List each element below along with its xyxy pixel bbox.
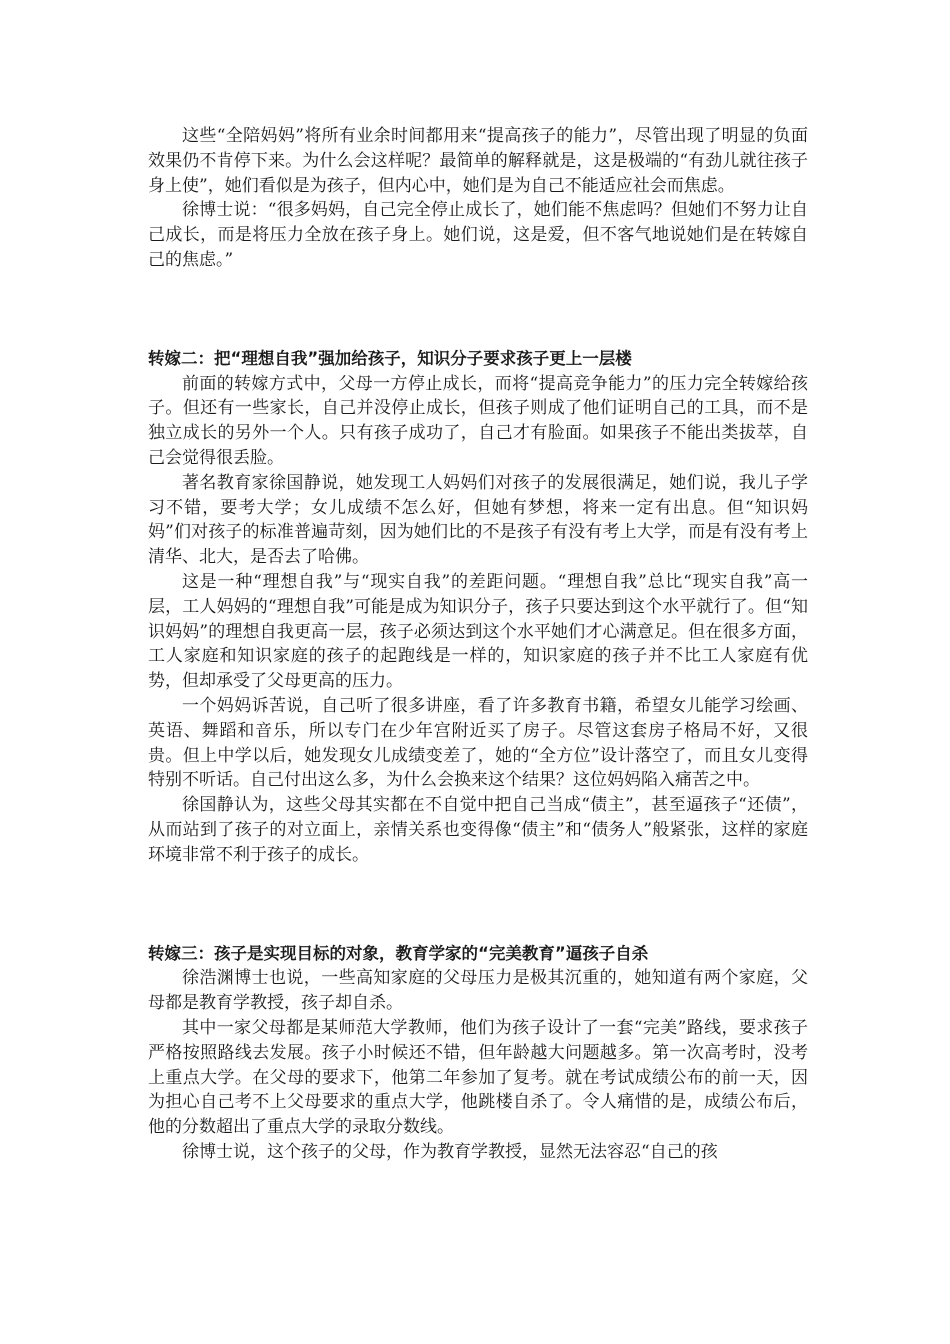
paragraph: 其中一家父母都是某师范大学教师，他们为孩子设计了一套“完美”路线，要求孩子严格按照路线去发展。孩子小时候还不错，但年龄越大问题越多。第一次高考时，没考上重点大学。在父母的要求下，他第二年参加了复考。就在考试成绩公布的前一天，因为担心自己考不上父母要求的重点大学，他跳楼自杀了。令人痛惜的是，成绩公布后，他的分数超出了重点大学的录取分数线。 — [148, 1017, 808, 1138]
section-heading-3: 转嫁三：孩子是实现目标的对象，教育学家的“完美教育”逼孩子自杀 — [148, 943, 649, 963]
paragraph: 徐博士说，这个孩子的父母，作为教育学教授，显然无法容忍“自己的孩 — [182, 1141, 718, 1162]
paragraph: 这是一种“理想自我”与“现实自我”的差距问题。“理想自我”总比“现实自我”高一层，工人妈妈的“理想自我”可能是成为知识分子，孩子只要达到这个水平就行了。但“知识妈妈”的理想自我更高一层，孩子必须达到这个水平她们才心满意足。但在很多方面，工人家庭和知识家庭的孩子的起跑线是一样的，知识家庭的孩子并不比工人家庭有优势，但却承受了父母更高的压力。 — [148, 571, 808, 692]
section-spacer — [148, 273, 808, 347]
paragraph: 徐浩渊博士也说，一些高知家庭的父母压力是极其沉重的，她知道有两个家庭，父母都是教育学教授，孩子却自杀。 — [148, 968, 808, 1014]
section-spacer — [148, 868, 808, 942]
document-page — [148, 124, 808, 1165]
paragraph: 一个妈妈诉苦说，自己听了很多讲座，看了许多教育书籍，希望女儿能学习绘画、英语、舞蹈和音乐，所以专门在少年宫附近买了房子。尽管这套房子格局不好，又很贵。但上中学以后，她发现女儿成绩变差了，她的“全方位”设计落空了，而且女儿变得特别不听话。自己付出这么多，为什么会换来这个结果？这位妈妈陷入痛苦之中。 — [148, 695, 808, 791]
paragraph: 徐博士说：“很多妈妈，自己完全停止成长了，她们能不焦虑吗？但她们不努力让自己成长，而是将压力全放在孩子身上。她们说，这是爱，但不客气地说她们是在转嫁自己的焦虑。” — [148, 200, 808, 270]
paragraph: 著名教育家徐国静说，她发现工人妈妈们对孩子的发展很满足，她们说，我儿子学习不错，要考大学；女儿成绩不怎么好，但她有梦想，将来一定有出息。但“知识妈妈”们对孩子的标准普遍苛刻，因为她们比的不是孩子有没有考上大学，而是有没有考上清华、北大，是否去了哈佛。 — [148, 472, 808, 568]
section-heading-2: 转嫁二：把“理想自我”强加给孩子，知识分子要求孩子更上一层楼 — [148, 348, 632, 368]
paragraph: 这些“全陪妈妈”将所有业余时间都用来“提高孩子的能力”，尽管出现了明显的负面效果仍不肯停下来。为什么会这样呢？最简单的解释就是，这是极端的“有劲儿就往孩子身上使”，她们看似是为孩子，但内心中，她们是为自己不能适应社会而焦虑。 — [148, 126, 808, 196]
paragraph: 徐国静认为，这些父母其实都在不自觉中把自己当成“债主”，甚至逼孩子“还债”，从而站到了孩子的对立面上，亲情关系也变得像“债主”和“债务人”般紧张，这样的家庭环境非常不利于孩子的成长。 — [148, 795, 808, 865]
paragraph: 前面的转嫁方式中，父母一方停止成长，而将“提高竞争能力”的压力完全转嫁给孩子。但还有一些家长，自己并没停止成长，但孩子则成了他们证明自己的工具，而不是独立成长的另外一个人。只有孩子成功了，自己才有脸面。如果孩子不能出类拔萃，自己会觉得很丢脸。 — [148, 373, 808, 468]
